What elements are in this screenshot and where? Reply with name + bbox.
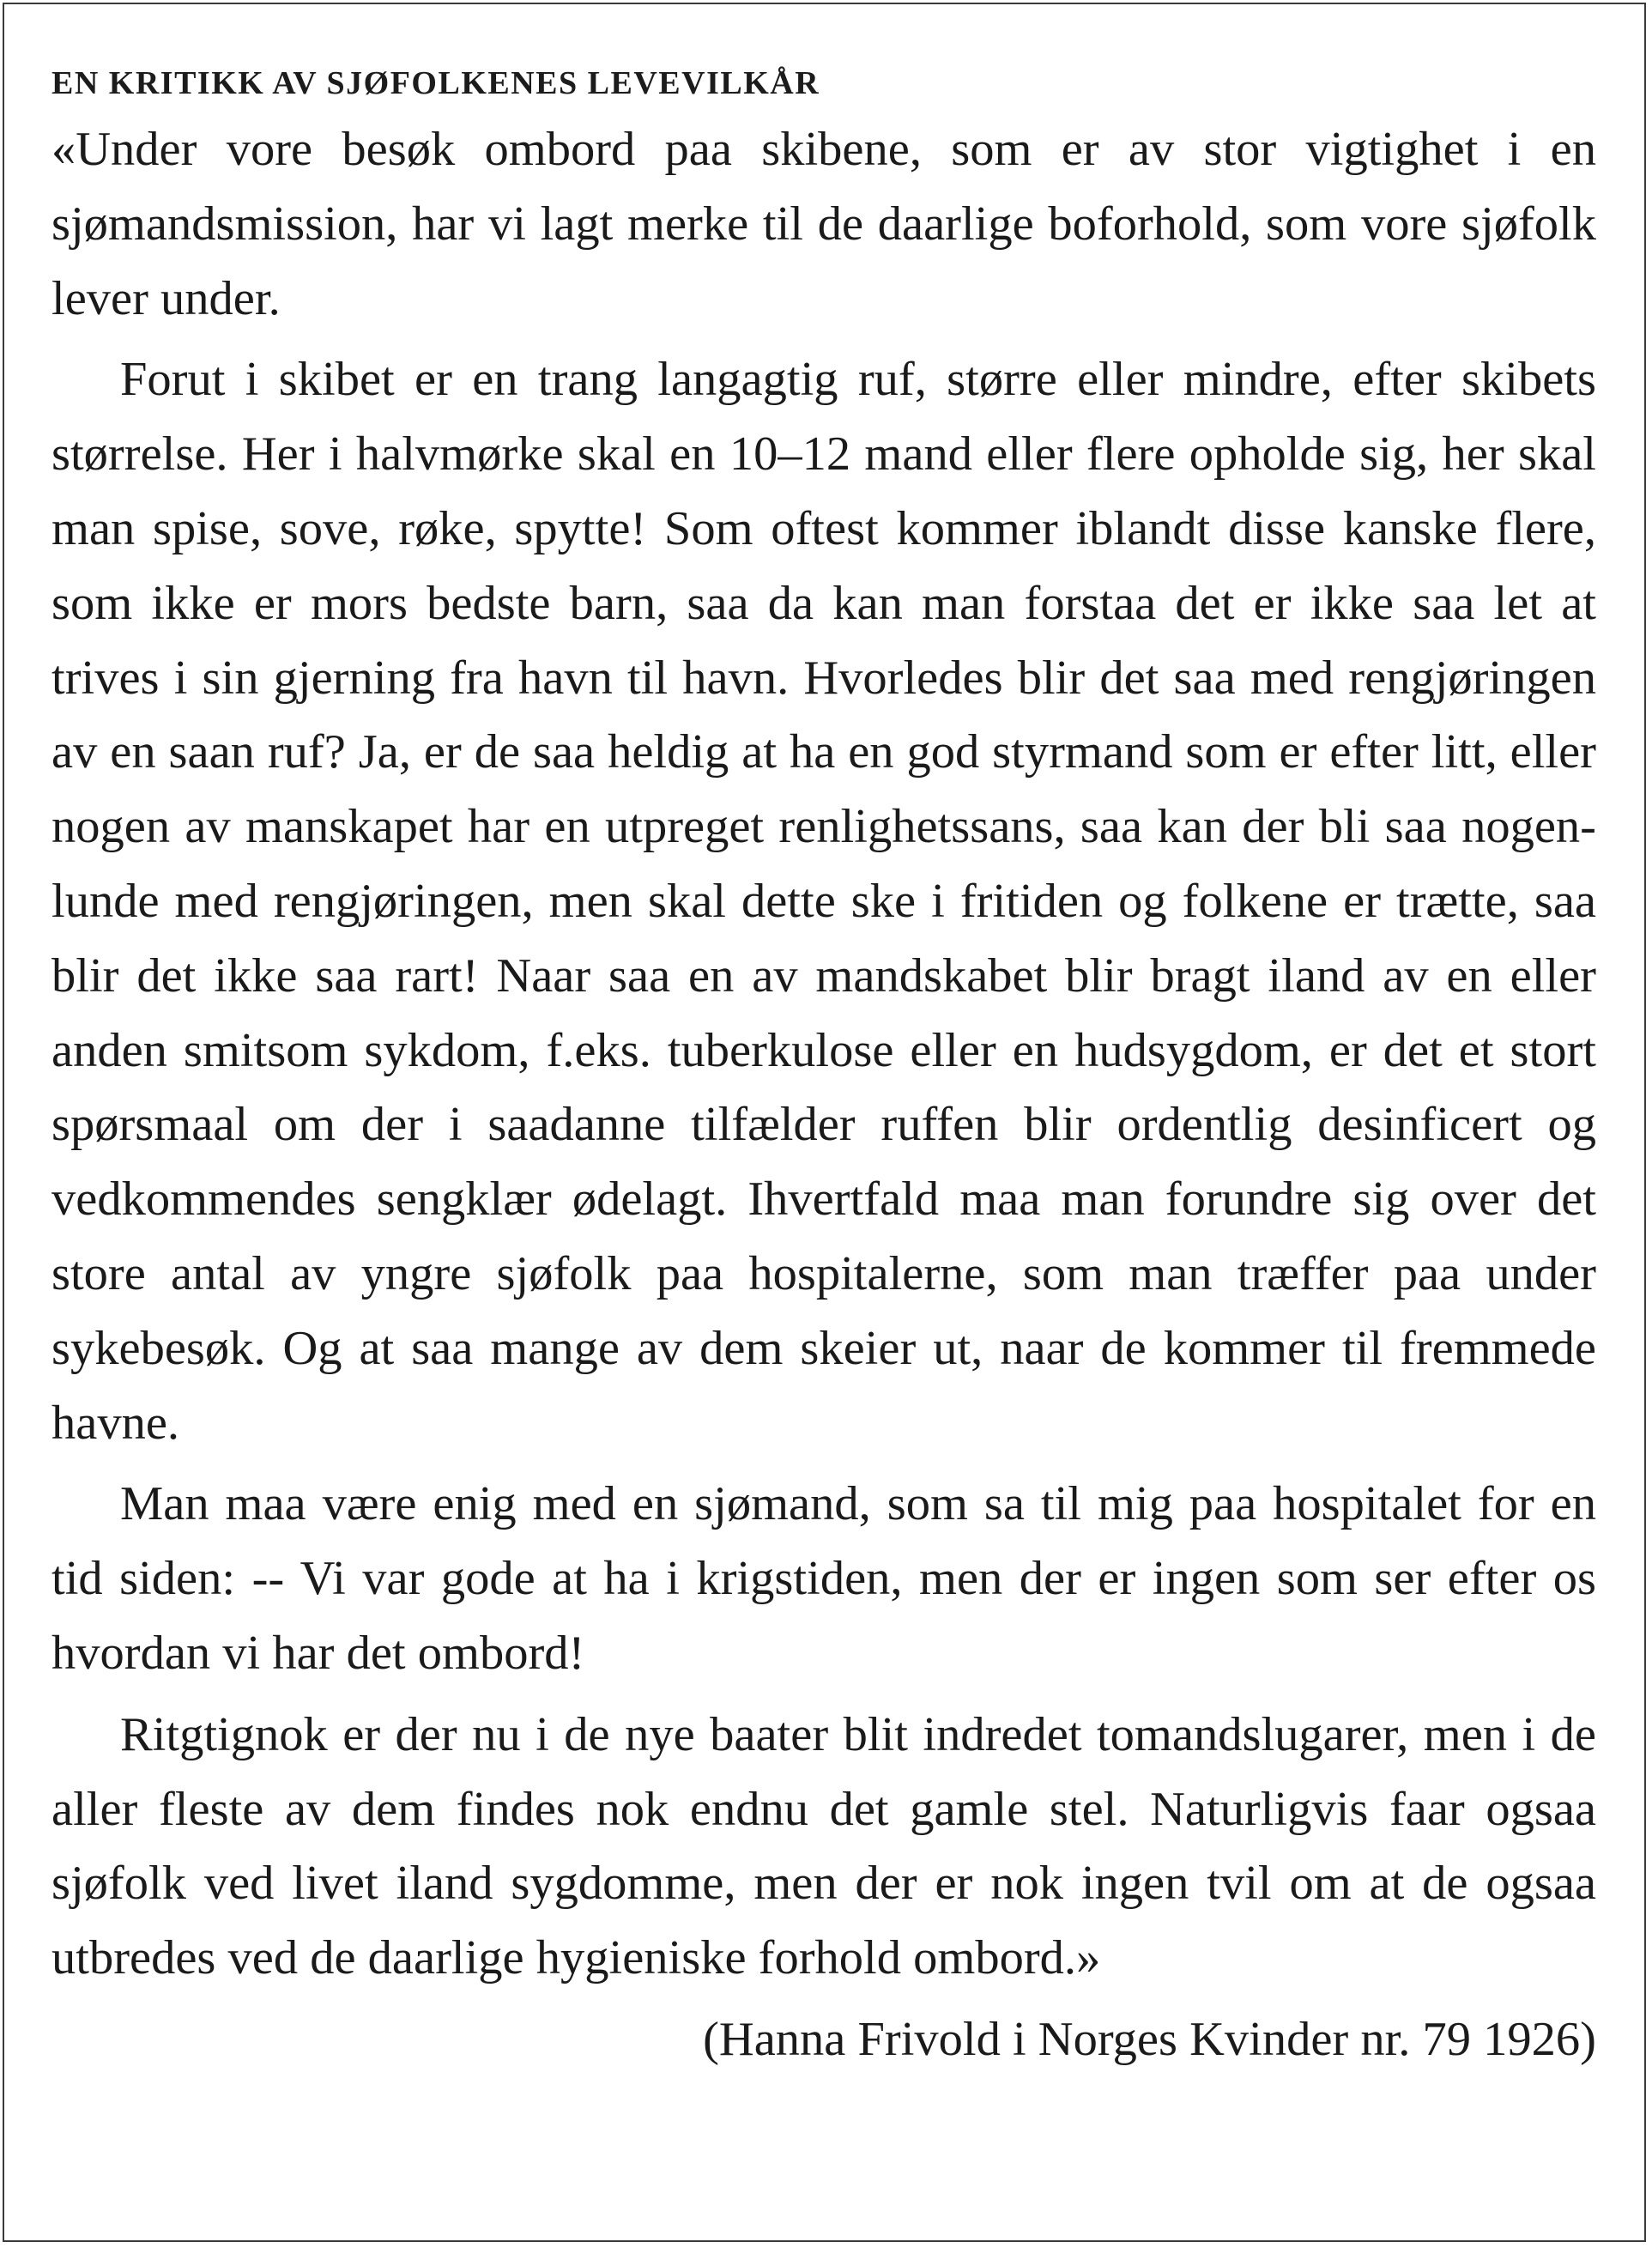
article-heading: EN KRITIKK AV SJØFOLKENES LEVEVILKÅR: [51, 65, 820, 101]
document-body: [51, 58, 1596, 2077]
paragraph-1: «Under vore besøk ombord paa skibene, som er av stor vigtighet i en sjømandsmission, har vi lagt merke til de daarlige boforhold, som vore sjøfolk lever under.: [51, 123, 1596, 325]
source-citation: (Hanna Frivold i Norges Kvinder nr. 79 1926): [703, 2012, 1596, 2066]
paragraph-2: Forut i skibet er en trang langagtig ruf, større eller mindre, efter skibets størrelse. Her i halvmørke skal en 10–12 mand eller flere opholde sig, her skal man spise, sove, røke, spytte! Som oftest kommer iblandt disse kanske flere, som ikke er mors bedste barn, saa da kan man forstaa det er ikke saa let at trives i sin gjerning fra havn til havn. Hvorledes blir det saa med rengjøringen av en saan ruf? Ja, er de saa heldig at ha en god styrmand som er efter litt, eller nogen av manskapet har en utpreget renlighetssans, saa kan der bli saa nogenlunde med rengjøringen, men skal dette ske i fritiden og folkene er trætte, saa blir det ikke saa rart! Naar saa en av mandskabet blir bragt iland av en eller anden smitsom sykdom, f.eks. tuberkulose eller en hudsygdom, er det et stort spørsmaal om der i saadanne tilfælder ruffen blir ordentlig desinficert og vedkommendes sengklær ødelagt. Ihvertfald maa man forundre sig over det store antal av yngre sjøfolk paa hospitalerne, som man træffer paa under sykebesøk. Og at saa mange av dem skeier ut, naar de kommer til fremmede havne.: [51, 353, 1596, 1450]
page-frame: [3, 3, 1646, 2242]
paragraph-4: Ritgtignok er der nu i de nye baater blit indredet tomandslugarer, men i de aller fleste av dem findes nok endnu det gamle stel. Naturligvis faar ogsaa sjøfolk ved livet iland sygdomme, men der er nok ingen tvil om at de ogsaa utbredes ved de daarlige hygieniske forhold ombord.»: [51, 1707, 1596, 1985]
paragraph-3: Man maa være enig med en sjømand, som sa til mig paa hospitalet for en tid siden: -- Vi var gode at ha i krigstiden, men der er ingen som ser efter os hvordan vi har det ombord!: [51, 1477, 1596, 1680]
